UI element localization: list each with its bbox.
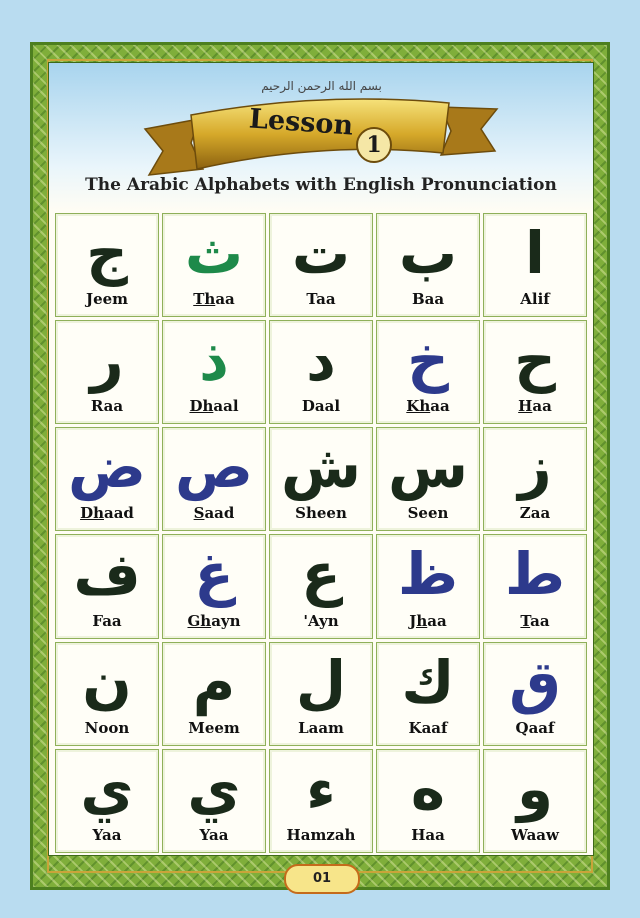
letter-card (376, 534, 480, 638)
arabic-letter: ء (306, 754, 336, 823)
arabic-letter: ث (184, 219, 244, 287)
pronunciation-rest: aa (427, 611, 447, 630)
pronunciation-rest: Jeem (85, 290, 129, 309)
letter-pronunciation (56, 397, 158, 415)
arabic-letter: د (306, 326, 336, 395)
letter-card (55, 642, 159, 746)
arabic-letter: ظ (397, 540, 459, 609)
pronunciation-rest: Qaaf (515, 718, 555, 737)
letter-pronunciation (56, 612, 158, 630)
arabic-letter: م (192, 647, 236, 716)
pronunciation-rest: ayn (211, 611, 241, 630)
arabic-letter: و (516, 754, 554, 823)
letter-card (483, 213, 587, 317)
letter-pronunciation (163, 397, 265, 415)
lesson-page (48, 62, 594, 856)
pronunciation-underlined-part: Kh (406, 397, 431, 416)
letter-card (269, 427, 373, 531)
letter-card (55, 320, 159, 424)
arabic-letter: ج (86, 219, 128, 287)
arabic-letter: ض (67, 433, 147, 502)
arabic-letter: ق (509, 647, 561, 716)
letter-card (55, 534, 159, 638)
pronunciation-rest: Zaa (519, 504, 551, 523)
letter-card (162, 213, 266, 317)
letter-card (376, 320, 480, 424)
pronunciation-rest: Alif (520, 290, 550, 309)
arabic-letter: ت (291, 219, 351, 287)
letter-card (162, 320, 266, 424)
letter-card (269, 534, 373, 638)
letter-card (483, 642, 587, 746)
pronunciation-rest: Laam (298, 718, 344, 737)
pronunciation-rest: Faa (92, 611, 122, 630)
bismillah-calligraphy: بسم الله الرحمن الرحيم (261, 79, 382, 93)
letter-pronunciation (484, 826, 586, 844)
letter-pronunciation (484, 397, 586, 415)
pronunciation-rest: Meem (188, 718, 240, 737)
arabic-letter: ر (90, 326, 124, 395)
letter-pronunciation (56, 290, 158, 308)
pronunciation-rest: aal (213, 397, 239, 416)
pronunciation-rest: aad (204, 504, 235, 523)
letter-card (162, 749, 266, 853)
pronunciation-rest: Raa (90, 397, 124, 416)
letter-pronunciation (484, 504, 586, 522)
letter-pronunciation (163, 719, 265, 737)
pronunciation-underlined-part: T (520, 611, 531, 630)
pronunciation-rest: Seen (407, 504, 449, 523)
letter-pronunciation (56, 719, 158, 737)
letter-card (483, 534, 587, 638)
letter-card (162, 427, 266, 531)
arabic-letter: ب (398, 219, 458, 287)
letter-pronunciation (270, 826, 372, 844)
letter-card (269, 749, 373, 853)
pronunciation-underlined-part: Th (193, 290, 216, 309)
letter-pronunciation (377, 504, 479, 522)
arabic-letter: ا (525, 219, 545, 287)
arabic-letter: ز (518, 433, 552, 502)
letter-card (269, 320, 373, 424)
letter-pronunciation (270, 290, 372, 308)
pronunciation-rest: aa (532, 397, 552, 416)
letter-pronunciation (377, 719, 479, 737)
arabic-letter: س (387, 433, 469, 502)
pronunciation-underlined-part: H (518, 397, 533, 416)
page-number: 01 (284, 864, 360, 894)
letter-pronunciation (56, 826, 158, 844)
letter-card (376, 642, 480, 746)
lesson-title: Lesson (248, 103, 355, 142)
arabic-letter: ف (73, 540, 141, 609)
arabic-letter: ص (174, 433, 254, 502)
pronunciation-underlined-part: Dh (80, 504, 104, 523)
pronunciation-rest: 'Ayn (303, 611, 339, 630)
alphabet-grid (55, 213, 587, 853)
letter-pronunciation (270, 504, 372, 522)
pronunciation-rest: aa (530, 611, 550, 630)
pronunciation-rest: Kaaf (408, 718, 448, 737)
letter-card (55, 427, 159, 531)
arabic-letter: ي (80, 754, 134, 823)
letter-card (376, 749, 480, 853)
arabic-letter: غ (194, 540, 234, 609)
letter-card (55, 749, 159, 853)
letter-card (376, 427, 480, 531)
pronunciation-rest: Sheen (295, 504, 347, 523)
letter-pronunciation (163, 290, 265, 308)
letter-card (376, 213, 480, 317)
letter-pronunciation (377, 397, 479, 415)
arabic-letter: ك (401, 647, 455, 716)
letter-pronunciation (163, 826, 265, 844)
letter-card (269, 213, 373, 317)
arabic-letter: ط (504, 540, 566, 609)
pronunciation-rest: Haa (411, 825, 445, 844)
pronunciation-rest: Noon (84, 718, 130, 737)
letter-pronunciation (377, 826, 479, 844)
pronunciation-rest: aad (103, 504, 134, 523)
pronunciation-rest: Hamzah (286, 825, 356, 844)
pronunciation-underlined-part: Gh (187, 611, 212, 630)
page-header (49, 63, 593, 211)
letter-card (162, 642, 266, 746)
pronunciation-rest: Taa (306, 290, 336, 309)
letter-pronunciation (270, 612, 372, 630)
pronunciation-rest: aa (215, 290, 235, 309)
pronunciation-rest: Yaa (92, 825, 122, 844)
letter-card (55, 213, 159, 317)
arabic-letter: ن (82, 647, 132, 716)
letter-pronunciation (484, 612, 586, 630)
arabic-letter: خ (407, 326, 449, 395)
pronunciation-rest: aa (430, 397, 450, 416)
pronunciation-rest: Waaw (511, 825, 559, 844)
lesson-number-badge: 1 (356, 127, 392, 163)
letter-pronunciation (270, 719, 372, 737)
arabic-letter: ذ (199, 326, 229, 395)
letter-pronunciation (163, 612, 265, 630)
letter-pronunciation (484, 719, 586, 737)
letter-pronunciation (377, 612, 479, 630)
arabic-letter: ح (514, 326, 556, 395)
pronunciation-rest: Yaa (199, 825, 229, 844)
letter-pronunciation (377, 290, 479, 308)
letter-pronunciation (484, 290, 586, 308)
letter-card (483, 427, 587, 531)
arabic-letter: ش (280, 433, 362, 502)
letter-pronunciation (56, 504, 158, 522)
arabic-letter: ي (187, 754, 241, 823)
letter-card (269, 642, 373, 746)
pronunciation-underlined-part: Dh (189, 397, 214, 416)
arabic-letter: ع (301, 540, 341, 609)
pronunciation-rest: Baa (411, 290, 445, 309)
letter-pronunciation (163, 504, 265, 522)
letter-card (483, 320, 587, 424)
arabic-letter: ه (410, 754, 446, 823)
pronunciation-underlined-part: Jh (409, 611, 428, 630)
letter-card (483, 749, 587, 853)
pronunciation-rest: Daal (301, 397, 341, 416)
arabic-letter: ل (295, 647, 347, 716)
pronunciation-underlined-part: S (193, 504, 205, 523)
letter-pronunciation (270, 397, 372, 415)
page-subtitle: The Arabic Alphabets with English Pronunciation (85, 175, 557, 195)
letter-card (162, 534, 266, 638)
